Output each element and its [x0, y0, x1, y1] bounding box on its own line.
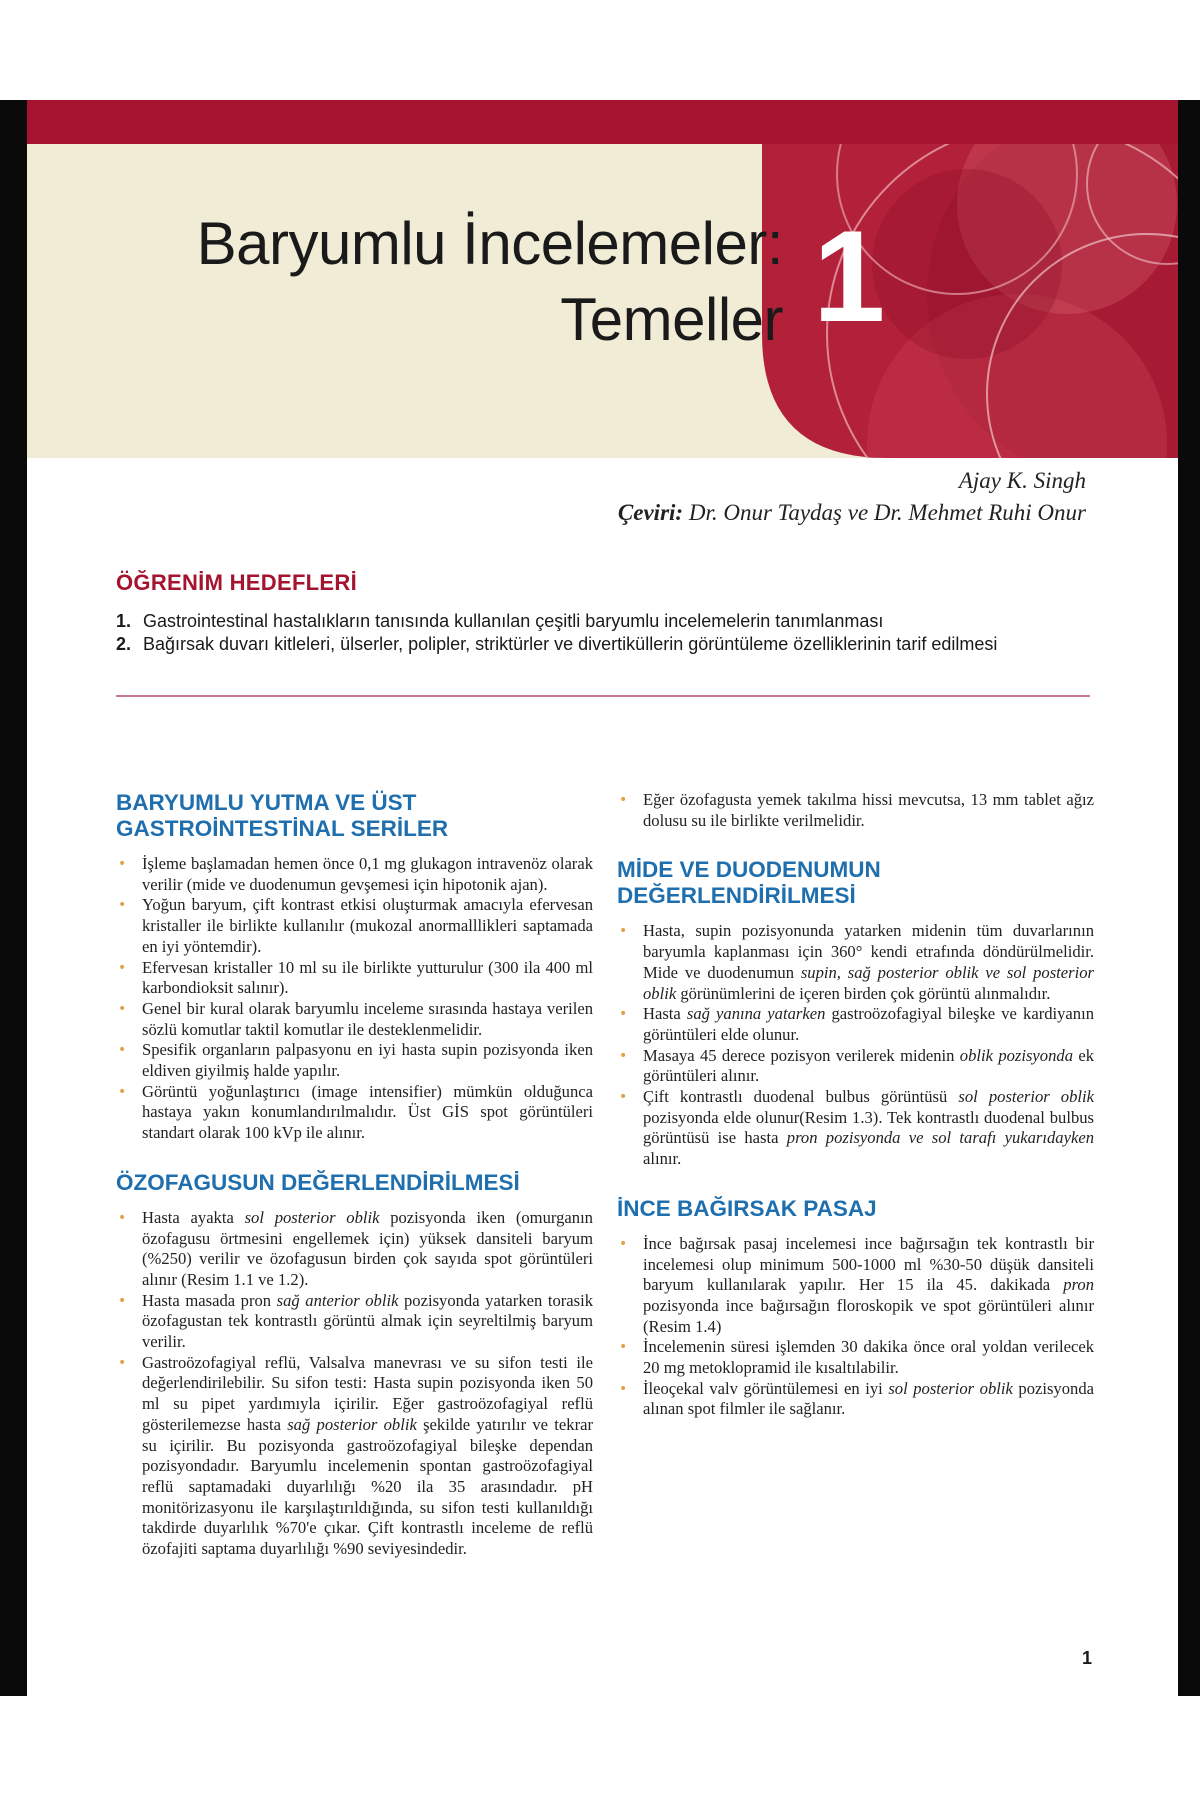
list-item: • Görüntü yoğunlaştırıcı (image intensifier) mümkün olduğunca hastaya yakın konumlandırılmalıdır. Üst GİS spot görüntüleri standart olarak 100 kVp ile alınır. — [116, 1082, 593, 1144]
objectives-heading: ÖĞRENİM HEDEFLERİ — [116, 570, 357, 595]
author-block — [618, 465, 1086, 529]
left-black-border — [0, 100, 27, 1696]
list-item: • Eğer özofagusta yemek takılma hissi mevcutsa, 13 mm tablet ağız dolusu su ile birlikte verilmelidir. — [617, 790, 1094, 831]
section-heading-stomach: MİDE VE DUODENUMUN DEĞERLENDİRİLMESİ — [617, 857, 881, 909]
top-accent-bar — [27, 100, 1178, 144]
objective-item — [116, 610, 1086, 633]
esophagus-list-continued — [617, 790, 1094, 831]
barium-swallow-list — [116, 854, 593, 1144]
list-item: • İnce bağırsak pasaj incelemesi ince bağırsağın tek kontrastlı bir incelemesi olup minimum 500-1000 ml %30-50 düşük dansiteli baryum kullanılarak yapılır. Her 15 ila 45. dakikada pron pozisyonda ince bağırsağın floroskopik ve spot görüntüleri alınır (Resim 1.4) — [617, 1234, 1094, 1338]
list-item: • Çift kontrastlı duodenal bulbus görüntüsü sol posterior oblik pozisyonda elde olunur(Resim 1.3). Tek kontrastlı duodenal bulbus görüntüsü ise hasta pron pozisyonda ve sol tarafı yukarıdayken alınır. — [617, 1087, 1094, 1170]
translators: Dr. Onur Taydaş ve Dr. Mehmet Ruhi Onur — [683, 500, 1086, 525]
list-item: • Spesifik organların palpasyonu en iyi hasta supin pozisyonda iken eldiven giyilmiş halde yapılır. — [116, 1040, 593, 1081]
list-item: • Masaya 45 derece pozisyon verilerek midenin oblik pozisyonda ek görüntüleri alınır. — [617, 1046, 1094, 1087]
chapter-title — [197, 206, 783, 358]
list-item: • İncelemenin süresi işlemden 30 dakika önce oral yoldan verilecek 20 mg metoklopramid ile kısaltılabilir. — [617, 1337, 1094, 1378]
translators-line — [618, 497, 1086, 529]
section-heading-barium-swallow: BARYUMLU YUTMA VE ÜST GASTROİNTESTİNAL SERİLER — [116, 790, 449, 841]
objective-number: 1. — [116, 611, 132, 631]
objective-item — [116, 633, 1086, 656]
book-page — [27, 100, 1178, 1696]
esophagus-list — [116, 1208, 593, 1560]
list-item: • Efervesan kristaller 10 ml su ile birlikte yutturulur (300 ila 400 ml karbondioksit salınır). — [116, 958, 593, 999]
list-item: • Hasta masada pron sağ anterior oblik pozisyonda yatarken torasik özofagustan tek kontrastlı görüntü almak için seyreltilmiş baryum verilir. — [116, 1291, 593, 1353]
chapter-title-line1: Baryumlu İncelemeler: — [196, 210, 783, 277]
objectives-list — [116, 610, 1086, 656]
list-item: • Gastroözofagiyal reflü, Valsalva manevrası ve su sifon testi ile değerlendirilebilir. Su sifon testi: Hasta supin pozisyonda iken 50 ml su pipet yardımıyla içirilir. Eğer gastroözofagiyal reflü gösterilemezse hasta sağ posterior oblik şekilde yatırılır ve tekrar su içirilir. Bu pozisyonda gastroözofagiyal bileşke dependan pozisyondadır. Baryumlu incelemenin spontan gastroözofagiyal reflü saptamadaki duyarlılığı %20 ila 35 arasındadır. pH monitörizasyonu ile karşılaştırıldığında, su sifon testi kullanıldığı takdirde duyarlılık %70'e çıkar. Çift kontrastlı inceleme de reflü özofajiti saptama duyarlılığı %90 seviyesindedir. — [116, 1353, 593, 1560]
list-item: • İleoçekal valv görüntülemesi en iyi sol posterior oblik pozisyonda alınan spot filmler ile sağlanır. — [617, 1379, 1094, 1420]
list-item: • Hasta, supin pozisyonunda yatarken midenin tüm duvarlarının baryumla kaplanması için 360° kendi etrafında döndürülmelidir. Mide ve duodenumun supin, sağ posterior oblik ve sol posterior oblik görünümlerini de içeren birden çok görüntü alınmalıdır. — [617, 921, 1094, 1004]
right-column — [617, 790, 1094, 1420]
author-name: Ajay K. Singh — [958, 468, 1086, 493]
section-heading-esophagus: ÖZOFAGUSUN DEĞERLENDİRİLMESİ — [116, 1169, 520, 1195]
left-column — [116, 790, 593, 1560]
objective-text: Gastrointestinal hastalıkların tanısında kullanılan çeşitli baryumlu incelemelerin tanımlanması — [143, 611, 884, 631]
stomach-list — [617, 921, 1094, 1169]
chapter-header — [27, 144, 1178, 458]
list-item: • Hasta sağ yanına yatarken gastroözofagiyal bileşke ve kardiyanın görüntüleri elde olunur. — [617, 1004, 1094, 1045]
chapter-title-line2: Temeller — [560, 286, 783, 353]
small-bowel-list — [617, 1234, 1094, 1420]
list-item: • Genel bir kural olarak baryumlu inceleme sırasında hastaya verilen sözlü komutlar taktil komutlar ile desteklenmelidir. — [116, 999, 593, 1040]
page-number: 1 — [1082, 1648, 1093, 1668]
objective-number: 2. — [116, 634, 132, 654]
translation-label: Çeviri: — [617, 500, 684, 525]
objective-text: Bağırsak duvarı kitleleri, ülserler, polipler, striktürler ve divertiküllerin görüntüleme özelliklerinin tarif edilmesi — [143, 634, 998, 654]
list-item: • Hasta ayakta sol posterior oblik pozisyonda iken (omurganın özofagusu örtmesini engellemek için) yüksek dansiteli baryum (%250) verilir ve özofagusun birden çok sayıda spot görüntüleri alınır (Resim 1.1 ve 1.2). — [116, 1208, 593, 1291]
list-item: • Yoğun baryum, çift kontrast etkisi oluşturmak amacıyla efervesan kristaller ile birlikte kullanılır (mukozal anormalllikleri saptamada en iyi yöntemdir). — [116, 895, 593, 957]
section-heading-small-bowel: İNCE BAĞIRSAK PASAJ — [617, 1195, 877, 1221]
right-black-border — [1178, 100, 1200, 1696]
chapter-number: 1 — [813, 203, 886, 349]
objectives-divider — [116, 695, 1090, 697]
list-item: • İşleme başlamadan hemen önce 0,1 mg glukagon intravenöz olarak verilir (mide ve duodenumun gevşemesi için hipotonik ajan). — [116, 854, 593, 895]
